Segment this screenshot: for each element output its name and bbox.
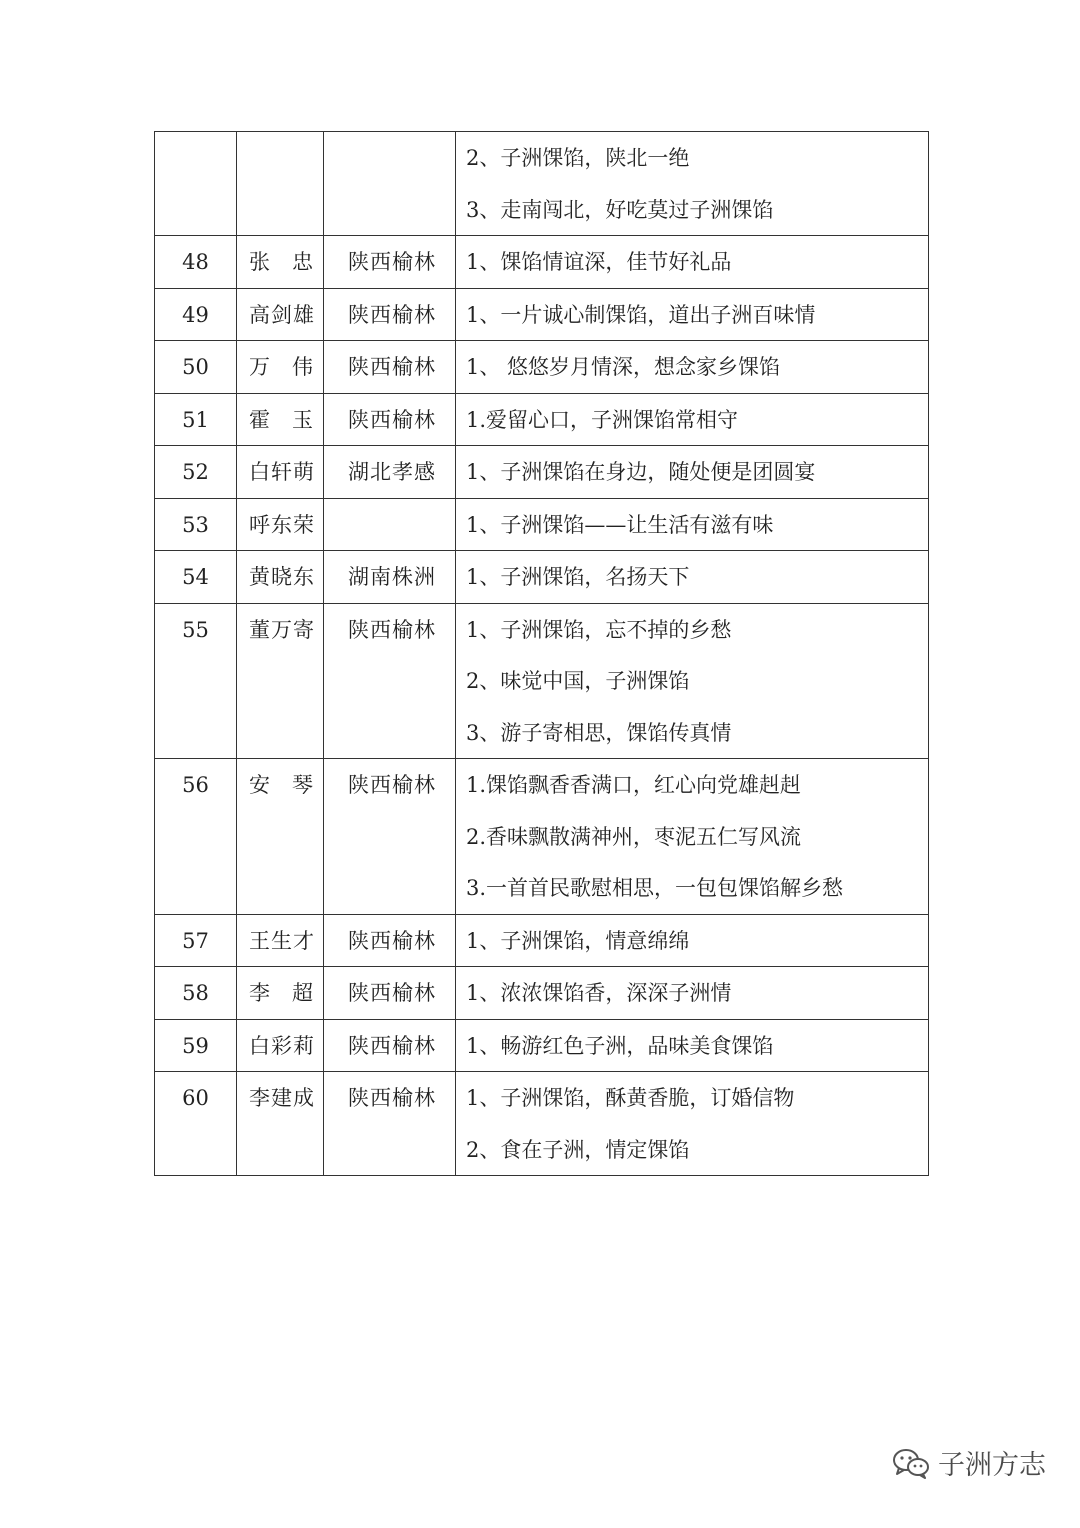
table-row [155,603,929,759]
participant-location: 陕西榆林 [324,236,456,289]
slogan-cell [456,446,929,499]
slogan-cell [456,759,929,915]
participant-location: 陕西榆林 [324,1072,456,1176]
table-row [155,132,929,236]
slogan-line: 3.一首首民歌慰相思，一包包馃馅解乡愁 [466,876,844,900]
table-row [155,446,929,499]
table-row [155,551,929,604]
participant-name [237,132,324,236]
row-number [155,132,237,236]
row-number: 48 [155,236,237,289]
participant-location: 湖南株洲 [324,551,456,604]
slogan-cell [456,914,929,967]
slogan-cell [456,1072,929,1176]
table-row [155,1019,929,1072]
participant-name: 董万寄 [237,603,324,759]
row-number: 54 [155,551,237,604]
row-number: 51 [155,393,237,446]
table-row [155,1072,929,1176]
slogan-line: 1、浓浓馃馅香，深深子洲情 [466,981,732,1005]
slogan-line: 2、子洲馃馅，陕北一绝 [466,146,690,170]
slogan-cell [456,551,929,604]
table-row [155,288,929,341]
slogan-cell [456,132,929,236]
slogan-line: 2.香味飘散满神州，枣泥五仁写风流 [466,824,802,849]
participant-name: 白彩莉 [237,1019,324,1072]
participant-name: 张忠 [237,236,324,289]
wechat-icon [892,1447,930,1479]
table-row [155,393,929,446]
row-number: 53 [155,498,237,551]
slogan-line: 1、馃馅情谊深，佳节好礼品 [466,250,732,274]
slogan-line: 1、 悠悠岁月情深，想念家乡馃馅 [466,355,781,379]
participant-name: 黄晓东 [237,551,324,604]
participant-name: 万伟 [237,341,324,394]
participant-location: 陕西榆林 [324,914,456,967]
participant-location: 陕西榆林 [324,603,456,759]
slogan-line: 2、食在子洲，情定馃馅 [466,1137,690,1162]
row-number: 60 [155,1072,237,1176]
row-number: 52 [155,446,237,499]
row-number: 50 [155,341,237,394]
slogan-line: 2、味觉中国，子洲馃馅 [466,669,690,693]
slogan-cell [456,498,929,551]
participant-location: 陕西榆林 [324,341,456,394]
slogan-cell [456,603,929,759]
slogan-cell [456,236,929,289]
slogan-cell [456,288,929,341]
table-row [155,341,929,394]
table-row [155,236,929,289]
participant-name: 李建成 [237,1072,324,1176]
slogan-cell [456,967,929,1020]
slogan-line: 3、游子寄相思，馃馅传真情 [466,720,732,745]
participant-name: 王生才 [237,914,324,967]
slogan-line: 1、子洲馃馅，情意绵绵 [466,928,690,953]
participant-location [324,132,456,236]
slogan-line: 1、子洲馃馅，忘不掉的乡愁 [466,617,732,642]
slogan-line: 1.爱留心口，子洲馃馅常相守 [466,407,739,432]
participant-location: 陕西榆林 [324,967,456,1020]
slogan-line: 1、一片诚心制馃馅，道出子洲百味情 [466,302,816,327]
slogan-line: 3、走南闯北，好吃莫过子洲馃馅 [466,197,774,222]
participant-location: 陕西榆林 [324,393,456,446]
participant-name: 安琴 [237,759,324,915]
participant-location: 陕西榆林 [324,759,456,915]
table-row [155,967,929,1020]
row-number: 55 [155,603,237,759]
row-number: 56 [155,759,237,915]
slogan-line: 1、子洲馃馅，名扬天下 [466,565,690,589]
participant-location: 陕西榆林 [324,288,456,341]
participant-location: 陕西榆林 [324,1019,456,1072]
participant-name: 高剑雄 [237,288,324,341]
participant-location: 湖北孝感 [324,446,456,499]
slogan-cell [456,341,929,394]
slogan-entries-table [154,131,929,1176]
slogan-line: 1、子洲馃馅——让生活有滋有味 [466,512,774,537]
table-row [155,759,929,915]
table-row [155,498,929,551]
table-body [155,132,929,1176]
row-number: 57 [155,914,237,967]
table-row [155,914,929,967]
watermark-text: 子洲方志 [938,1450,1046,1481]
participant-name: 白轩萌 [237,446,324,499]
row-number: 58 [155,967,237,1020]
participant-name: 呼东荣 [237,498,324,551]
row-number: 49 [155,288,237,341]
slogan-cell [456,1019,929,1072]
watermark [892,1443,1046,1482]
slogan-line: 1.馃馅飘香香满口，红心向党雄赳赳 [466,773,802,797]
slogan-line: 1、子洲馃馅在身边，随处便是团圆宴 [466,460,816,484]
slogan-line: 1、子洲馃馅，酥黄香脆，订婚信物 [466,1086,795,1110]
row-number: 59 [155,1019,237,1072]
participant-name: 李超 [237,967,324,1020]
participant-location [324,498,456,551]
slogan-line: 1、畅游红色子洲，品味美食馃馅 [466,1033,774,1058]
participant-name: 霍玉 [237,393,324,446]
slogan-cell [456,393,929,446]
